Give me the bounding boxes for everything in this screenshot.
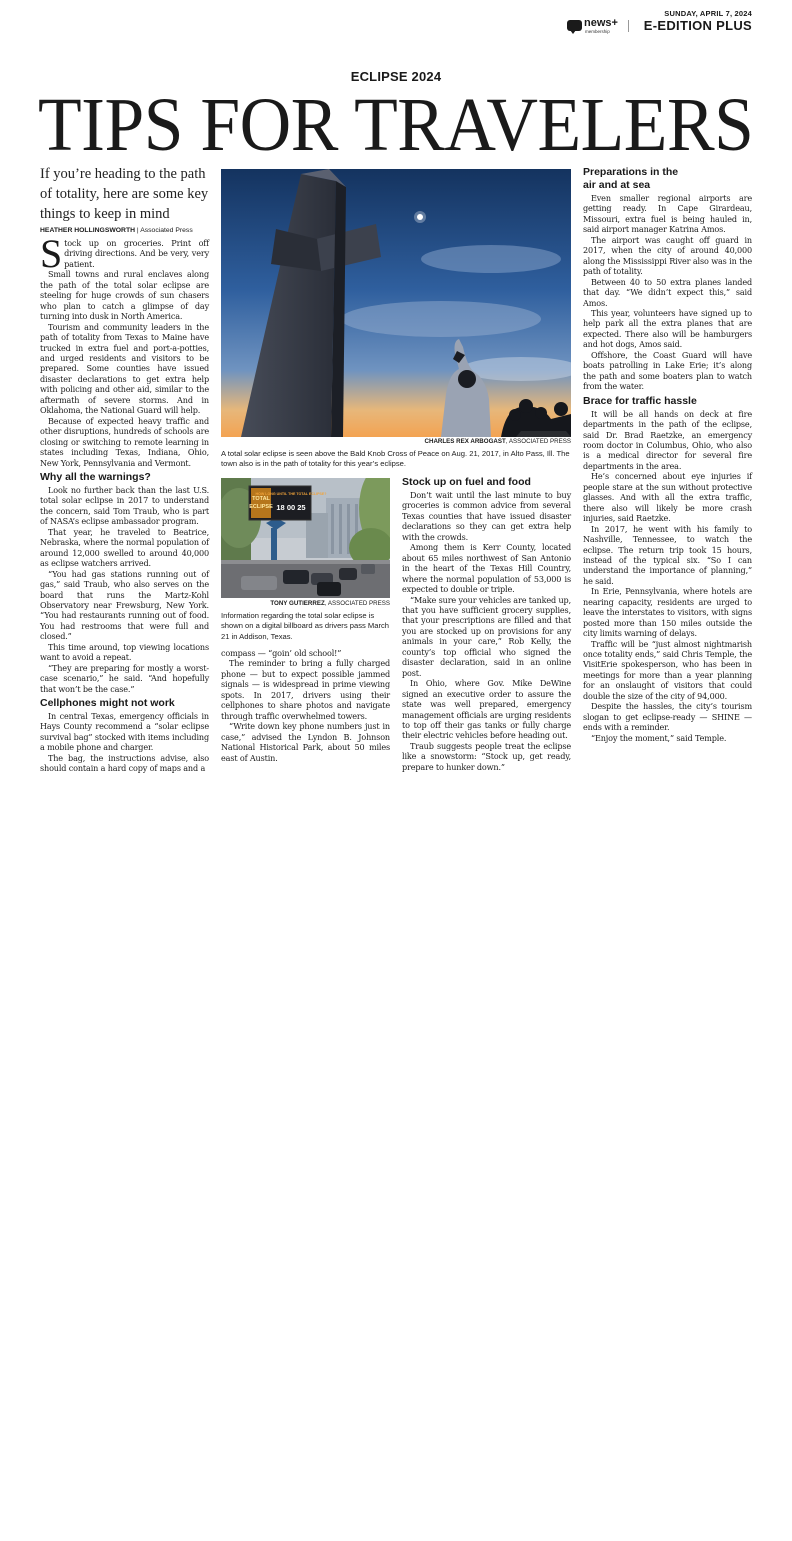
billboard-logo-text: ECLIPSE [249,504,273,510]
photo-eclipse-cross [221,169,571,437]
paragraph: This year, volunteers have signed up to help park all the extra planes that are expected. There also will be hamburgers and hot dogs, Amos said. [583,307,752,350]
paragraph: In central Texas, emergency officials in Hays County recommend a “solar eclipse survival bag” stocked with items including a mobile phone and charger. [40,711,209,753]
edition-title: E-EDITION PLUS [643,18,752,33]
article-column-3 [402,476,571,772]
paragraph: Stock up on groceries. Print off driving directions. And be very, very patient. [40,231,209,276]
paragraph: “They are preparing for mostly a worst-case scenario,” he said. “And hopefully that won’t be the case.” [40,662,209,694]
byline-agency: Associated Press [140,227,193,234]
billboard-headline: HOW LONG UNTIL THE TOTAL ECLIPSE? [255,492,327,496]
chat-bubble-icon [567,20,582,31]
paragraph: Small towns and rural enclaves along the path of the total solar eclipse are steeling for huge crowds of sun chasers who plan to catch a glimpse of day turning into dusk in North America. [40,269,209,322]
paragraph: This time around, top viewing locations want to avoid a repeat. [40,641,209,663]
paragraph: Between 40 to 50 extra planes landed that day. “We didn’t expect this,” said Amos. [583,276,752,308]
byline-separator: | [136,227,139,234]
article-column-4 [583,166,752,743]
paragraph: “You had gas stations running out of gas,” said Traub, who also serves on the board that runs the Martz-Kohl Observatory near Frewsburg, New York. “You had restaurants running out of food. You had restrooms that were full and closed.” [40,568,209,642]
paragraph: Offshore, the Coast Guard will have boats patrolling in Lake Erie; it’s along the path and some boaters plan to watch from the water. [583,349,752,392]
drop-cap: S [40,231,63,276]
deck: If you’re heading to the path of totality, here are some key things to keep in mind [40,166,209,222]
subhead: Cellphones might not work [40,697,175,710]
paragraph: “Enjoy the moment,” said Temple. [591,732,727,743]
paragraph: Even smaller regional airports are getting ready. In Cape Girardeau, Missouri, extra fuel is being hauled in, said airport manager Katrina Amos. [583,193,752,235]
paragraph: Traub suggests people treat the eclipse like a snowstorm: “Stock up, get ready, prepare to hunker down.” [402,740,571,772]
subhead: Preparations in the air and at sea [583,166,679,191]
billboard-countdown: 18 00 25 [276,503,306,512]
paragraph: Look no further back than the last U.S. total solar eclipse in 2017 to understand the concern, said Tom Traub, who is part of NASA’s eclipse ambassador program. [40,484,209,527]
byline-author: HEATHER HOLLINGSWORTH [40,227,136,234]
paragraph: The airport was caught off guard in 2017, when the city of around 40,000 along the Mississippi River also was in the path of totality. [583,234,752,277]
news-membership-logo[interactable] [567,18,629,34]
photo-credit: TONY GUTIERREZ, ASSOCIATED PRESS [270,600,390,607]
logo-text: news+ [584,17,618,29]
logo-subtext: membership [585,29,610,34]
divider [628,20,629,32]
paragraph: “Make sure your vehicles are tanked up, that you have sufficient grocery supplies, that your prescriptions are filled and that you are stocked up on provisions for any animals in your care,” Rob Kelly, the county’s top official who signed the disaster declaration, said in an online post. [402,594,571,678]
subhead: Why all the warnings? [40,470,151,483]
paragraph: Don’t wait until the last minute to buy groceries is common advice from several Texas counties that have issued disaster declarations so they can get extra help with the crowds. [402,490,571,542]
billboard-logo-text: TOTAL [252,496,270,502]
photo-credit: CHARLES REX ARBOGAST, ASSOCIATED PRESS [424,438,571,445]
article-column-1 [40,231,209,774]
paragraph: Despite the hassles, the city’s tourism slogan to get eclipse-ready — SHINE — ends with a reminder. [583,701,752,733]
headline: TIPS FOR TRAVELERS [38,83,754,167]
paragraph: “Write down key phone numbers just in case,” advised the Lyndon B. Johnson National Historical Park, about 50 miles east of Austin. [221,721,390,763]
paragraph: The reminder to bring a fully charged phone — but to expect possible jammed signals — is widespread in prime viewing spots. In 2017, drivers using their cellphones to share photos and navigate through traffic overwhelmed towers. [221,658,390,721]
subhead: Brace for traffic hassle [583,394,697,407]
paragraph: Because of expected heavy traffic and other disruptions, hundreds of schools are closing or switching to remote learning in states including Texas, Indiana, Ohio, New York, Pennsylvania and Vermont. [40,415,209,468]
issue-date: SUNDAY, APRIL 7, 2024 [664,9,752,18]
paragraph: Among them is Kerr County, located about 65 miles northwest of San Antonio in the heart of the Texas Hill Country, where the normal population of 53,000 is expected to double or triple. [402,542,571,595]
paragraph: The bag, the instructions advise, also should contain a hard copy of maps and a [40,752,209,774]
paragraph: Traffic will be “just almost nightmarish once totality ends,” said Chris Temple, the VisitErie spokesperson, who has been in meetings for more than a year planning for an onslaught of visitors that could double the size of the city of 94,000. [583,638,752,701]
paragraph: It will be all hands on deck at fire departments in the path of the eclipse, said Dr. Brad Raetzke, an emergency room doctor in Columbus, Ohio, who also is a medical director for several fire departments in the area. [583,408,752,471]
paragraph: In Ohio, where Gov. Mike DeWine signed an executive order to assure the state was well prepared, emergency management officials are urging residents to top off their gas tanks or fully charge their electric vehicles before heading out. [402,678,571,741]
paragraph: Tourism and community leaders in the path of totality from Texas to Maine have trucked in extra fuel and port-a-potties, and urged residents and visitors to be prepared. Some counties have issued disaster declarations to get extra help with policing and other aid, similar to the aftermath of severe storms. And in Oklahoma, the National Guard will help. [40,321,209,416]
paragraph: He’s concerned about eye injuries if people stare at the sun without protective glasses. And with all the extra traffic, there also will likely be more crash injuries, said Raetzke. [583,471,752,524]
masthead [560,9,752,35]
paragraph: That year, he traveled to Beatrice, Nebraska, where the normal population of around 12,000 swelled to around 40,000 as eclipse watchers arrived. [40,526,209,569]
photo-billboard [221,478,390,598]
article-column-2 [221,648,390,763]
photo-caption: A total solar eclipse is seen above the Bald Knob Cross of Peace on Aug. 21, 2017, in Alto Pass, Ill. The town also is in the path of totality for this year’s eclipse. [221,449,570,469]
subhead: Stock up on fuel and food [402,476,531,488]
section-kicker: ECLIPSE 2024 [350,69,442,84]
byline [40,227,193,234]
paragraph: In Erie, Pennsylvania, where hotels are nearing capacity, residents are urged to leave the interstates to visitors, with signs posted more than 150 miles outside the city limits warning of delays. [583,586,752,639]
photo-caption: Information regarding the total solar eclipse is shown on a digital billboard as drivers pass March 21 in Addison, Texas. [221,611,389,641]
paragraph: In 2017, he went with his family to Nashville, Tennessee, to watch the eclipse. The return trip took 15 hours, instead of the typical six. “So I can understand the importance of planning,” he said. [583,523,752,586]
paragraph: compass — “goin’ old school!” [221,648,342,658]
